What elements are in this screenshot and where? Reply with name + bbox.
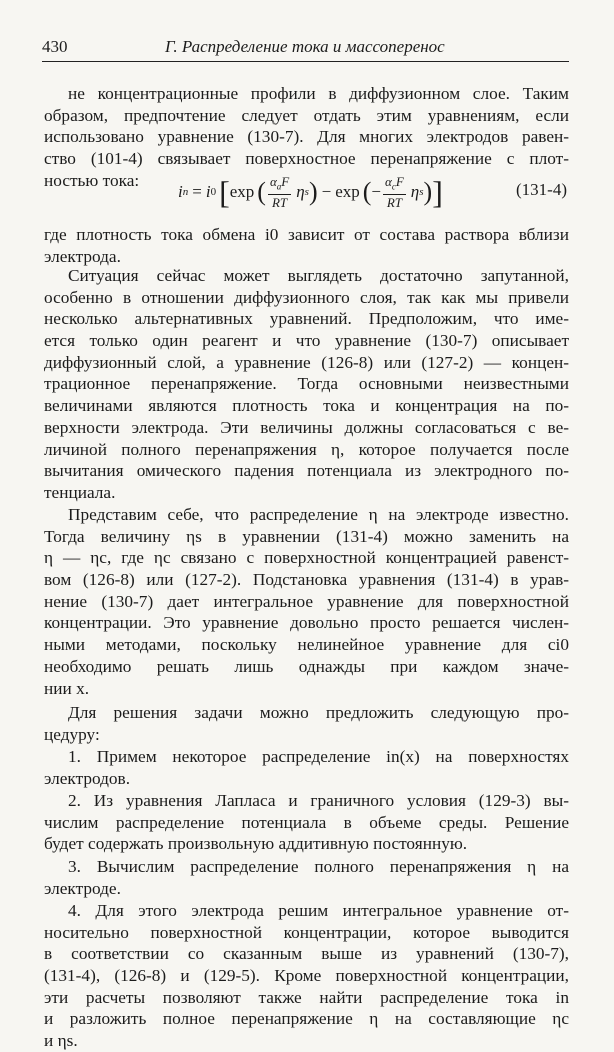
text-line: не концентрационные профили в диффузионном слое. Таким — [68, 84, 569, 103]
text-line: η — ηc, где ηc связано с поверхностной концентрацией равенст- — [44, 548, 569, 568]
text-line: диффузионный слой, а уравнение (126-8) или (127-2) — концен- — [44, 352, 569, 372]
text-line: личиной полного перенапряжения η, которое получается после — [44, 439, 569, 459]
text-line: нение (130-7) дает интегральное уравнение для поверхностной — [44, 591, 569, 611]
equation-expression: i n = i 0 [ exp ( $\frac{\alpha_aF}{RT}$ η s ) − exp ( − $\frac{\alpha_cF}{RT}$ η s ) ] — [178, 173, 443, 211]
paragraph-5 — [44, 702, 569, 745]
text-line: цедуру: — [44, 724, 100, 744]
procedure-step-4 — [44, 900, 569, 1051]
text-line: и разложить полное перенапряжение η на составляющие ηc — [44, 1009, 569, 1029]
text-line: использовано уравнение (130-7). Для многих электродов равен- — [44, 127, 569, 147]
text-line: и ηs. — [44, 1031, 78, 1051]
text-line: трационное перенапряжение. Тогда основными неизвестными — [44, 374, 569, 394]
text-line: Для решения задачи можно предложить следующую про- — [68, 703, 569, 722]
paragraph-2 — [44, 224, 569, 267]
text-line: электродов. — [44, 768, 131, 788]
procedure-step-2 — [44, 790, 569, 855]
text-line: особенно в отношении диффузионного слоя, так как мы привели — [44, 287, 569, 307]
text-line: эти расчеты позволяют также найти распределение тока in — [44, 987, 569, 1007]
text-line: где плотность тока обмена i0 зависит от состава раствора вблизи — [44, 225, 569, 244]
text-line: нии x. — [44, 678, 90, 698]
paragraph-4 — [44, 504, 569, 699]
text-line: 4. Для этого электрода решим интегральное уравнение от- — [68, 901, 569, 920]
text-line: Ситуация сейчас может выглядеть достаточно запутанной, — [68, 266, 569, 285]
text-line: ется только один реагент и что уравнение (130-7) описывает — [44, 331, 569, 351]
text-line: электроде. — [44, 878, 121, 898]
text-line: 3. Вычислим распределение полного перенапряжения η на — [68, 857, 569, 876]
paragraph-3 — [44, 265, 569, 504]
page-number: 430 — [42, 37, 68, 56]
text-line: образом, предпочтение следует отдать этим уравнениям, если — [44, 105, 569, 125]
text-line: концентрации. Это уравнение довольно просто решается числен- — [44, 613, 569, 633]
text-line: (131-4), (126-8) и (129-5). Кроме поверхностной концентрации, — [44, 966, 569, 986]
text-line: вом (126-8) или (127-2). Подстановка уравнения (131-4) в урав- — [44, 570, 569, 590]
text-line: верхности электрода. Эти величины должны согласоваться с ве- — [44, 417, 569, 437]
text-line: тенциала. — [44, 482, 116, 502]
text-line: ство (101-4) связывает поверхностное перенапряжение с плот- — [44, 149, 569, 169]
fraction-anodic: $\frac{\alpha_aF}{RT}$ — [269, 173, 290, 211]
text-line: Представим себе, что распределение η на электроде известно. — [68, 505, 569, 524]
equation-number: (131-4) — [516, 180, 567, 199]
text-line: электрода. — [44, 246, 121, 266]
text-line: величинами являются плотность тока и концентрация на по- — [44, 396, 569, 416]
text-line: 2. Из уравнения Лапласа и граничного условия (129-3) вы- — [68, 791, 569, 810]
text-line: 1. Примем некоторое распределение in(x) на поверхностях — [68, 747, 569, 766]
procedure-step-3 — [44, 856, 569, 899]
text-line: вычитания омического падения потенциала из электродного по- — [44, 461, 569, 481]
text-line: необходимо решать лишь однажды при каждом значе- — [44, 656, 569, 676]
equation-131-4 — [44, 170, 569, 214]
text-line: будет содержать произвольную аддитивную постоянную. — [44, 834, 468, 854]
header-rule — [42, 61, 569, 62]
text-line: несколько альтернативных уравнений. Предположим, что име- — [44, 309, 569, 329]
text-line: в соответствии со сказанным выше из уравнений (130-7), — [44, 944, 569, 964]
text-line: ностью тока: — [44, 170, 140, 190]
fraction-cathodic: $\frac{\alpha_cF}{RT}$ — [385, 173, 404, 211]
running-head: Г. Распределение тока и массоперенос — [165, 37, 445, 56]
text-line: числим распределение потенциала в объеме среды. Решение — [44, 812, 569, 832]
text-line: ными методами, поскольку нелинейное уравнение для ci0 — [44, 635, 569, 655]
text-line: носительно поверхностной концентрации, которое выводится — [44, 922, 569, 942]
procedure-step-1 — [44, 746, 569, 789]
text-line: Тогда величину ηs в уравнении (131-4) можно заменить на — [44, 526, 569, 546]
